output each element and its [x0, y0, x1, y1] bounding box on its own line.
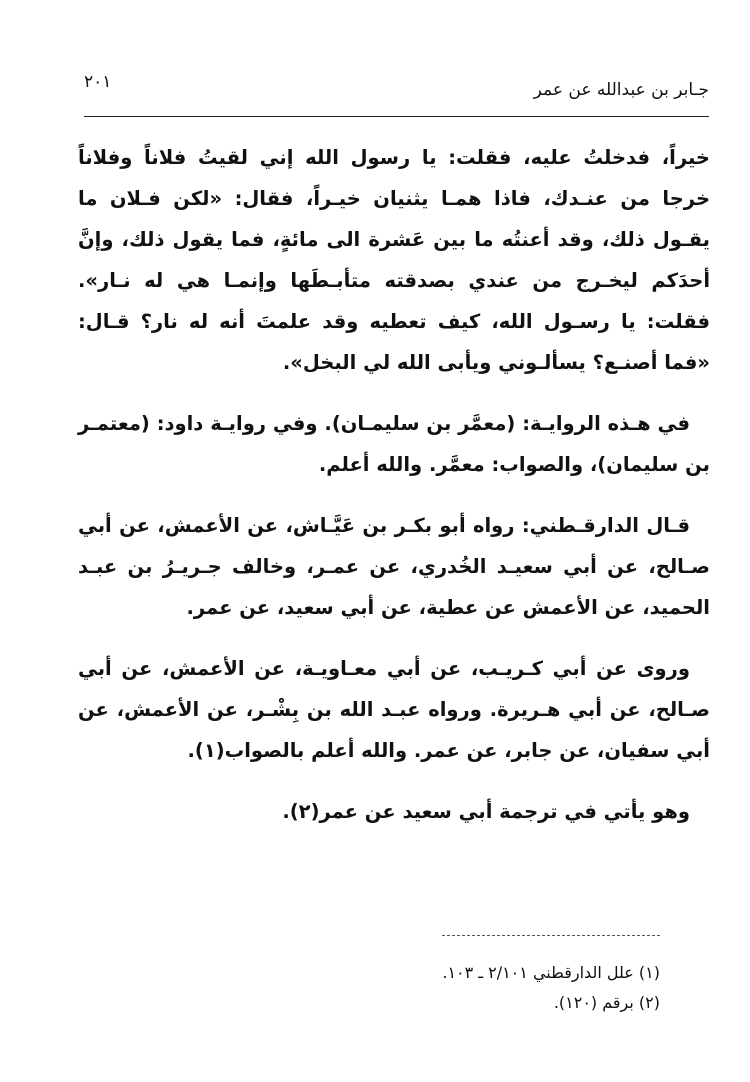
footnote-2: (٢) برقم (١٢٠). [553, 993, 660, 1012]
footnotes [210, 958, 660, 1018]
paragraph-narration-note: في هـذه الروايـة: (معمَّر بن سليمـان). وفي روايـة داود: (معتمـر بن سليمان)، والصواب: معمَّر. والله أعلم. [78, 412, 710, 476]
footnote-rule [442, 935, 660, 936]
body-text [78, 137, 710, 832]
header-rule [84, 116, 709, 117]
paragraph-daraqutni: قـال الدارقـطني: رواه أبو بكـر بن عَيَّـاش، عن الأعمش، عن أبي صـالح، عن أبي سعيـد الخُدري، عن عمـر، وخالف جـريـرُ بن عبـد الحميد، عن الأعمش عن عطية، عن أبي سعيد، عن عمر. [78, 514, 710, 619]
paragraph-hadith: خيراً، فدخلتُ عليه، فقلت: يا رسول الله إني لقيتُ فلاناً وفلاناً خرجا من عنـدك، فاذا همـا يثنيان خيـراً، فقال: «لكن فـلان ما يقـول ذلك، وقد أعنتُه ما بين عَشرة الى مائةٍ، فما يقول ذلك، وإنَّ أحدَكم ليخـرج من عندي بصدقته متأبـطَها وإنمـا هي له نـار». فقلت: يا رسـول الله، كيف تعطيه وقد علمتَ أنه له نار؟ قـال: «فما أصنـع؟ يسألـوني ويأبى الله لي البخل». [78, 146, 710, 374]
paragraph-other-narrations: وروى عن أبي كـريـب، عن أبي معـاويـة، عن الأعمش، عن أبي صـالح، عن أبي هـريرة. ورواه عبـد الله بن بِشْـر، عن الأعمش، عن أبي سفيان، عن جابر، عن عمر. والله أعلم بالصواب(١). [78, 657, 710, 762]
paragraph-cross-reference: وهو يأتي في ترجمة أبي سعيد عن عمر(٢). [282, 800, 690, 823]
page-number: ٢٠١ [84, 72, 112, 92]
footnote-1: (١) علل الدارقطني ٢/١٠١ ـ ١٠٣. [442, 963, 660, 982]
page-header [84, 70, 709, 106]
running-head: جـابر بن عبدالله عن عمر [533, 80, 709, 100]
